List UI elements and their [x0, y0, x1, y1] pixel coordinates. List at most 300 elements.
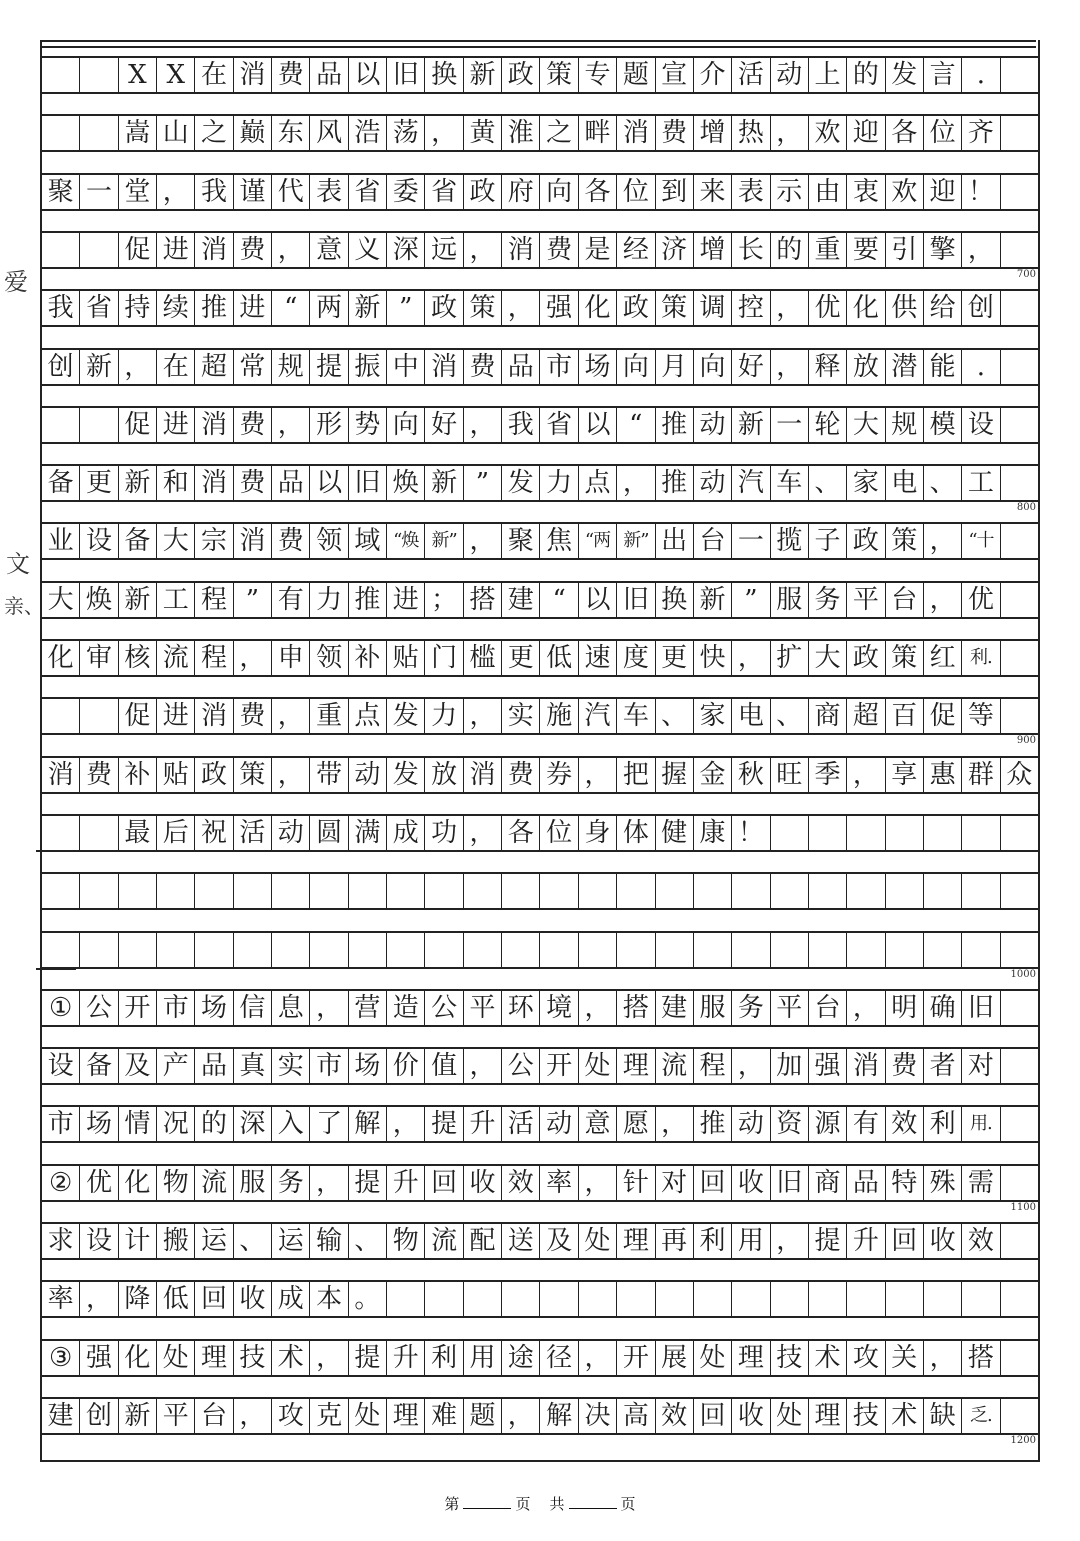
grid-cell: 场	[80, 1107, 118, 1141]
grid-cell	[157, 874, 195, 908]
grid-cell: 设	[962, 408, 1000, 442]
grid-cell	[387, 1282, 425, 1316]
grid-cell: 速	[579, 641, 617, 675]
grid-cell: 动	[771, 58, 809, 92]
grid-cell	[1001, 291, 1038, 325]
grid-cell: 模	[924, 408, 962, 442]
grid-cell: 运	[195, 1224, 233, 1258]
grid-cell: 欢	[886, 175, 924, 209]
grid-cell	[962, 874, 1000, 908]
grid-cell: 介	[694, 58, 732, 92]
grid-cell: 的	[771, 233, 809, 267]
grid-cell: 进	[157, 699, 195, 733]
grid-cell	[694, 1282, 732, 1316]
grid-cell: 、	[809, 466, 847, 500]
grid-cell: 意	[579, 1107, 617, 1141]
grid-cell: 规	[272, 350, 310, 384]
grid-cell	[80, 116, 118, 150]
grid-cell	[886, 933, 924, 967]
grid-cell: 常	[234, 350, 272, 384]
grid-cell: “十	[962, 524, 1000, 558]
grid-cell: “	[540, 583, 578, 617]
grid-cell: 是	[579, 233, 617, 267]
grid-cell	[847, 816, 885, 850]
grid-cell	[425, 874, 463, 908]
grid-cell: 平	[157, 1399, 195, 1433]
grid-cell: ，	[272, 758, 310, 792]
grid-cell	[387, 874, 425, 908]
grid-cell: 我	[195, 175, 233, 209]
grid-cell: 月	[656, 350, 694, 384]
grid-cell: 明	[886, 991, 924, 1025]
grid-cell: 康	[694, 816, 732, 850]
grid-cell	[924, 816, 962, 850]
grid-cell: 回	[195, 1282, 233, 1316]
grid-cell: 升	[387, 1341, 425, 1375]
grid-cell: 消	[195, 408, 233, 442]
grid-cell	[80, 874, 118, 908]
grid-cell: 推	[656, 466, 694, 500]
grid-cell: 降	[119, 1282, 157, 1316]
grid-cell: 攻	[272, 1399, 310, 1433]
grid-cell: 表	[310, 175, 348, 209]
grid-cell: 政	[425, 291, 463, 325]
grid-cell: 理	[809, 1399, 847, 1433]
grid-cell: 备	[80, 1049, 118, 1083]
grid-cell: ，	[502, 1399, 540, 1433]
grid-cell: 服	[234, 1166, 272, 1200]
grid-cell: 工	[157, 583, 195, 617]
grid-cell: 要	[847, 233, 885, 267]
grid-cell: 促	[119, 408, 157, 442]
grid-cell: 化	[119, 1341, 157, 1375]
grid-cell: 实	[502, 699, 540, 733]
grid-cell: 商	[809, 1166, 847, 1200]
grid-cell: 之	[540, 116, 578, 150]
grid-cell: 术	[886, 1399, 924, 1433]
grid-cell	[42, 58, 80, 92]
grid-cell: 化	[42, 641, 80, 675]
grid-cell	[349, 874, 387, 908]
grid-cell	[886, 874, 924, 908]
grid-cell: 超	[195, 350, 233, 384]
grid-cell: 力	[310, 583, 348, 617]
grid-cell: 活	[732, 58, 770, 92]
grid-cell: ①	[42, 991, 80, 1025]
grid-cell: 用	[732, 1224, 770, 1258]
grid-cell	[809, 933, 847, 967]
grid-cell: 强	[809, 1049, 847, 1083]
grid-cell: 流	[656, 1049, 694, 1083]
grid-cell	[80, 699, 118, 733]
grid-cell	[886, 816, 924, 850]
grid-cell: 费	[234, 466, 272, 500]
grid-cell: 政	[464, 175, 502, 209]
grid-cell	[195, 874, 233, 908]
grid-cell: 设	[80, 1224, 118, 1258]
grid-cell: 子	[809, 524, 847, 558]
word-count-marker: 1100	[1010, 1201, 1036, 1213]
grid-cell: 化	[119, 1166, 157, 1200]
grid-cell: 效	[962, 1224, 1000, 1258]
grid-cell: 家	[694, 699, 732, 733]
grid-cell: 新	[349, 291, 387, 325]
grid-cell: 核	[119, 641, 157, 675]
grid-cell: 调	[694, 291, 732, 325]
grid-cell: 升	[847, 1224, 885, 1258]
grid-cell	[732, 933, 770, 967]
grid-cell: ，	[771, 1224, 809, 1258]
grid-cell: 补	[349, 641, 387, 675]
grid-cell: 力	[425, 699, 463, 733]
grid-cell: 动	[272, 816, 310, 850]
grid-cell: 服	[694, 991, 732, 1025]
grid-cell: 能	[924, 350, 962, 384]
grid-cell: 惠	[924, 758, 962, 792]
grid-cell: 品	[502, 350, 540, 384]
grid-cell: 途	[502, 1341, 540, 1375]
grid-cell: 开	[540, 1049, 578, 1083]
grid-cell: 程	[195, 641, 233, 675]
grid-cell: ，	[924, 1341, 962, 1375]
grid-cell: 新	[732, 408, 770, 442]
grid-cell	[310, 874, 348, 908]
grid-cell: 务	[732, 991, 770, 1025]
grid-cell: “焕	[387, 524, 425, 558]
grid-cell	[42, 699, 80, 733]
grid-cell: 创	[962, 291, 1000, 325]
grid-cell: 策	[234, 758, 272, 792]
grid-cell: 浩	[349, 116, 387, 150]
grid-cell: 服	[771, 583, 809, 617]
grid-cell: 源	[809, 1107, 847, 1141]
grid-cell: 消	[195, 699, 233, 733]
grid-row	[42, 231, 1038, 269]
grid-cell	[1001, 583, 1038, 617]
grid-row	[42, 1164, 1038, 1202]
margin-note-3: 亲、	[4, 594, 44, 618]
grid-cell: 等	[962, 699, 1000, 733]
grid-cell: ，	[847, 758, 885, 792]
grid-cell: 处	[694, 1341, 732, 1375]
grid-cell: 消	[464, 758, 502, 792]
grid-cell: 长	[732, 233, 770, 267]
grid-cell: 增	[694, 233, 732, 267]
grid-cell: 门	[425, 641, 463, 675]
grid-row	[42, 872, 1038, 910]
word-count-marker: 1000	[1010, 968, 1036, 980]
grid-cell: 向	[540, 175, 578, 209]
grid-cell	[579, 1282, 617, 1316]
grid-cell: .	[962, 58, 1000, 92]
grid-cell: 车	[771, 466, 809, 500]
grid-cell: 券	[540, 758, 578, 792]
grid-cell: 新	[694, 583, 732, 617]
grid-cell: 愿	[617, 1107, 655, 1141]
footer-total-suffix: 页	[620, 1495, 636, 1513]
grid-cell: 圆	[310, 816, 348, 850]
grid-cell	[1001, 991, 1038, 1025]
grid-cell	[42, 233, 80, 267]
grid-cell: 济	[656, 233, 694, 267]
grid-cell: 秋	[732, 758, 770, 792]
grid-cell: 大	[847, 408, 885, 442]
grid-cell: 意	[310, 233, 348, 267]
grid-cell: 旧	[387, 58, 425, 92]
grid-cell: 殊	[924, 1166, 962, 1200]
grid-cell	[847, 933, 885, 967]
grid-cell	[234, 874, 272, 908]
grid-cell: 放	[425, 758, 463, 792]
grid-cell: 点	[579, 466, 617, 500]
grid-cell: ”	[732, 583, 770, 617]
grid-cell	[195, 933, 233, 967]
grid-cell: 推	[694, 1107, 732, 1141]
grid-cell: 建	[42, 1399, 80, 1433]
grid-row	[42, 56, 1038, 94]
grid-cell: 巅	[234, 116, 272, 150]
grid-cell	[234, 933, 272, 967]
grid-cell: 示	[771, 175, 809, 209]
grid-cell: 术	[809, 1341, 847, 1375]
grid-cell: 向	[694, 350, 732, 384]
grid-cell: 推	[656, 408, 694, 442]
margin-note-1: 爱	[4, 268, 28, 296]
grid-cell: 宗	[195, 524, 233, 558]
grid-cell: ，	[771, 291, 809, 325]
grid-cell: 平	[847, 583, 885, 617]
grid-cell: ”	[387, 291, 425, 325]
grid-cell: 消	[502, 233, 540, 267]
word-count-marker: 900	[1016, 735, 1036, 747]
grid-cell: X	[157, 58, 195, 92]
margin-note-2: 文	[6, 550, 30, 578]
grid-cell: 化	[579, 291, 617, 325]
grid-cell: 动	[694, 466, 732, 500]
grid-cell: 群	[962, 758, 1000, 792]
grid-cell: 在	[157, 350, 195, 384]
grid-cell	[694, 933, 732, 967]
grid-cell	[1001, 933, 1038, 967]
grid-cell	[809, 874, 847, 908]
grid-row	[42, 1047, 1038, 1085]
grid-cell: 控	[732, 291, 770, 325]
grid-cell: 旧	[771, 1166, 809, 1200]
grid-cell: 体	[617, 816, 655, 850]
grid-cell: 商	[809, 699, 847, 733]
grid-cell: 推	[195, 291, 233, 325]
grid-cell: 升	[464, 1107, 502, 1141]
grid-cell: 政	[847, 641, 885, 675]
grid-cell	[502, 933, 540, 967]
grid-cell: ，	[272, 699, 310, 733]
grid-row	[42, 756, 1038, 794]
grid-cell	[119, 874, 157, 908]
grid-cell: ，	[310, 1166, 348, 1200]
grid-cell: X	[119, 58, 157, 92]
grid-cell: 好	[732, 350, 770, 384]
grid-cell: 乏.	[962, 1399, 1000, 1433]
grid-row	[42, 697, 1038, 735]
grid-cell: 义	[349, 233, 387, 267]
grid-cell: 旧	[349, 466, 387, 500]
grid-cell: 超	[847, 699, 885, 733]
grid-cell	[1001, 466, 1038, 500]
grid-cell: 动	[540, 1107, 578, 1141]
word-count-marker: 1200	[1010, 1434, 1036, 1446]
grid-cell: 发	[387, 758, 425, 792]
grid-cell: 远	[425, 233, 463, 267]
grid-cell: 况	[157, 1107, 195, 1141]
grid-cell: 策	[886, 524, 924, 558]
grid-cell	[617, 874, 655, 908]
grid-cell: 施	[540, 699, 578, 733]
grid-cell: 开	[119, 991, 157, 1025]
grid-cell	[1001, 1282, 1038, 1316]
grid-cell: 汽	[579, 699, 617, 733]
grid-cell: 品	[195, 1049, 233, 1083]
page-footer	[0, 1493, 1080, 1514]
grid-cell: 身	[579, 816, 617, 850]
grid-row	[42, 1105, 1038, 1143]
grid-cell: ③	[42, 1341, 80, 1375]
grid-row	[42, 522, 1038, 560]
grid-cell: 季	[809, 758, 847, 792]
grid-cell: 搭	[962, 1341, 1000, 1375]
grid-cell: ，	[272, 408, 310, 442]
grid-cell: 谨	[234, 175, 272, 209]
grid-cell	[464, 933, 502, 967]
grid-cell: 者	[924, 1049, 962, 1083]
grid-cell: 山	[157, 116, 195, 150]
grid-cell: 消	[234, 524, 272, 558]
grid-cell: 各	[886, 116, 924, 150]
grid-cell: 进	[387, 583, 425, 617]
grid-cell	[924, 1282, 962, 1316]
grid-cell	[80, 816, 118, 850]
grid-cell: 策	[656, 291, 694, 325]
grid-cell: 提	[809, 1224, 847, 1258]
grid-cell: 实	[272, 1049, 310, 1083]
grid-cell	[1001, 1399, 1038, 1433]
grid-cell: 政	[502, 58, 540, 92]
grid-cell	[42, 816, 80, 850]
grid-cell: 持	[119, 291, 157, 325]
grid-cell: 活	[234, 816, 272, 850]
grid-cell	[502, 874, 540, 908]
grid-cell: 家	[847, 466, 885, 500]
grid-cell: 消	[617, 116, 655, 150]
grid-cell: ！	[962, 175, 1000, 209]
grid-cell: 品	[847, 1166, 885, 1200]
grid-cell: 域	[349, 524, 387, 558]
grid-cell: 费	[234, 233, 272, 267]
grid-cell: 和	[157, 466, 195, 500]
grid-cell: 费	[886, 1049, 924, 1083]
grid-cell: 平	[771, 991, 809, 1025]
grid-cell: 克	[310, 1399, 348, 1433]
grid-cell: 动	[732, 1107, 770, 1141]
grid-cell: 更	[502, 641, 540, 675]
word-count-marker: 800	[1016, 502, 1036, 514]
grid-cell: 我	[42, 291, 80, 325]
grid-cell: 备	[119, 524, 157, 558]
grid-cell: 以	[310, 466, 348, 500]
grid-cell: 促	[119, 699, 157, 733]
grid-cell: 建	[656, 991, 694, 1025]
grid-row	[42, 289, 1038, 327]
grid-cell: 务	[272, 1166, 310, 1200]
grid-cell: 各	[502, 816, 540, 850]
grid-cell: “	[617, 408, 655, 442]
grid-cell: 来	[694, 175, 732, 209]
grid-cell: 流	[157, 641, 195, 675]
grid-cell: 聚	[42, 175, 80, 209]
grid-cell	[349, 933, 387, 967]
grid-cell: 由	[809, 175, 847, 209]
grid-cell: 势	[349, 408, 387, 442]
grid-cell: 率	[42, 1282, 80, 1316]
grid-cell: 健	[656, 816, 694, 850]
grid-cell	[464, 874, 502, 908]
grid-cell: ，	[771, 350, 809, 384]
grid-cell	[1001, 350, 1038, 384]
grid-cell	[425, 1282, 463, 1316]
grid-cell: 一	[732, 524, 770, 558]
grid-cell: 旺	[771, 758, 809, 792]
grid-cell: 淮	[502, 116, 540, 150]
grid-cell: 经	[617, 233, 655, 267]
grid-cell	[42, 933, 80, 967]
grid-cell: 费	[234, 699, 272, 733]
grid-cell: .	[962, 350, 1000, 384]
grid-cell: 消	[425, 350, 463, 384]
grid-cell: 带	[310, 758, 348, 792]
grid-cell: 百	[886, 699, 924, 733]
composition-grid-sheet	[40, 40, 1040, 1462]
grid-cell: 优	[80, 1166, 118, 1200]
grid-cell: 新”	[617, 524, 655, 558]
grid-cell: 理	[617, 1049, 655, 1083]
grid-cell: 攻	[847, 1341, 885, 1375]
grid-cell: 贴	[387, 641, 425, 675]
grid-cell: 有	[272, 583, 310, 617]
grid-cell: 深	[387, 233, 425, 267]
grid-cell: 擎	[924, 233, 962, 267]
grid-cell: 风	[310, 116, 348, 150]
grid-cell: ，	[425, 116, 463, 150]
grid-cell: ，	[656, 1107, 694, 1141]
grid-cell: 费	[656, 116, 694, 150]
grid-cell	[924, 874, 962, 908]
grid-cell: 消	[234, 58, 272, 92]
grid-cell: 搭	[617, 991, 655, 1025]
grid-cell	[962, 1282, 1000, 1316]
grid-cell	[809, 1282, 847, 1316]
grid-cell: 引	[886, 233, 924, 267]
grid-cell: 径	[540, 1341, 578, 1375]
grid-cell: 缺	[924, 1399, 962, 1433]
grid-cell: 效	[502, 1166, 540, 1200]
grid-cell: 焕	[387, 466, 425, 500]
grid-cell	[1001, 1224, 1038, 1258]
grid-cell: 后	[157, 816, 195, 850]
grid-cell: 新	[119, 466, 157, 500]
grid-cell: 众	[1006, 759, 1033, 790]
grid-cell: 释	[809, 350, 847, 384]
grid-cell: ，	[579, 991, 617, 1025]
grid-cell: 解	[540, 1399, 578, 1433]
